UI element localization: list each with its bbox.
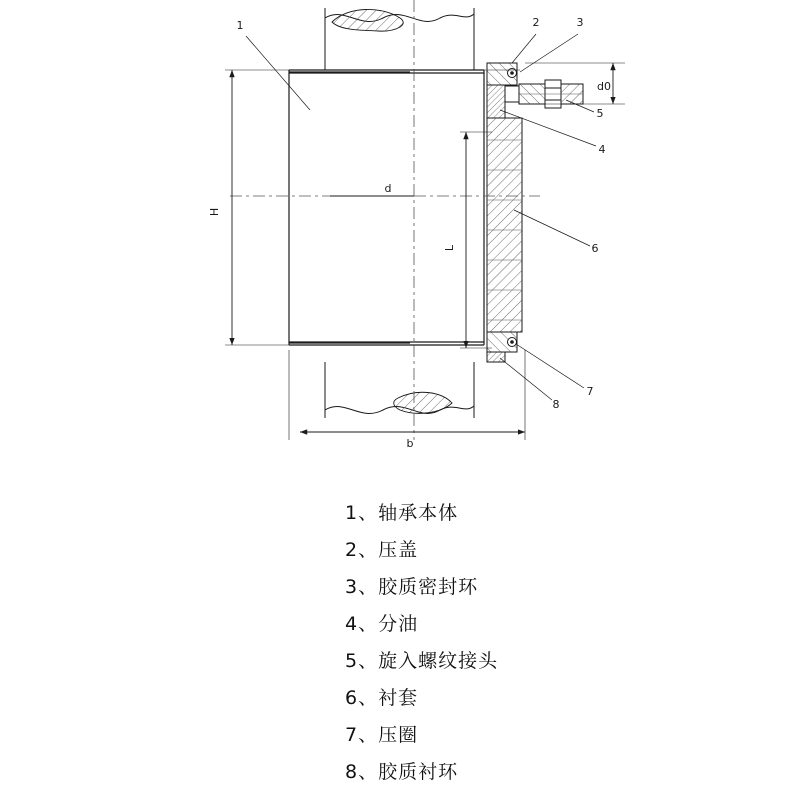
legend-item: 4、分油 [345, 613, 419, 635]
callout-numbers [237, 16, 606, 411]
dimension-label-H: H [208, 207, 221, 217]
legend-item: 1、轴承本体 [345, 502, 459, 524]
legend-item: 3、胶质密封环 [345, 576, 479, 598]
callout-4: 4 [598, 143, 606, 156]
parts-legend [0, 480, 800, 800]
callout-6: 6 [591, 242, 599, 255]
bearing-body [289, 70, 484, 345]
legend-item: 2、压盖 [345, 539, 419, 561]
callout-7: 7 [586, 385, 594, 398]
cover-plate-top [487, 63, 519, 118]
legend-item: 8、胶质衬环 [345, 761, 459, 783]
legend-item: 7、压圈 [345, 724, 419, 746]
legend-item: 6、衬套 [345, 687, 419, 709]
bushing-liner [487, 118, 522, 332]
dimension-label-d: d [384, 182, 392, 195]
dimension-label-L: L [443, 244, 456, 252]
extension-lines [225, 63, 625, 440]
callout-3: 3 [576, 16, 584, 29]
cover-plate-bottom [487, 332, 517, 362]
legend-item: 5、旋入螺纹接头 [345, 650, 499, 672]
dimension-label-d0: d0 [597, 80, 611, 93]
callout-2: 2 [532, 16, 540, 29]
callout-5: 5 [596, 107, 604, 120]
dimension-label-b: b [406, 437, 414, 450]
parts-legend-list [345, 495, 498, 791]
callout-8: 8 [552, 398, 560, 411]
callout-1: 1 [236, 19, 244, 32]
